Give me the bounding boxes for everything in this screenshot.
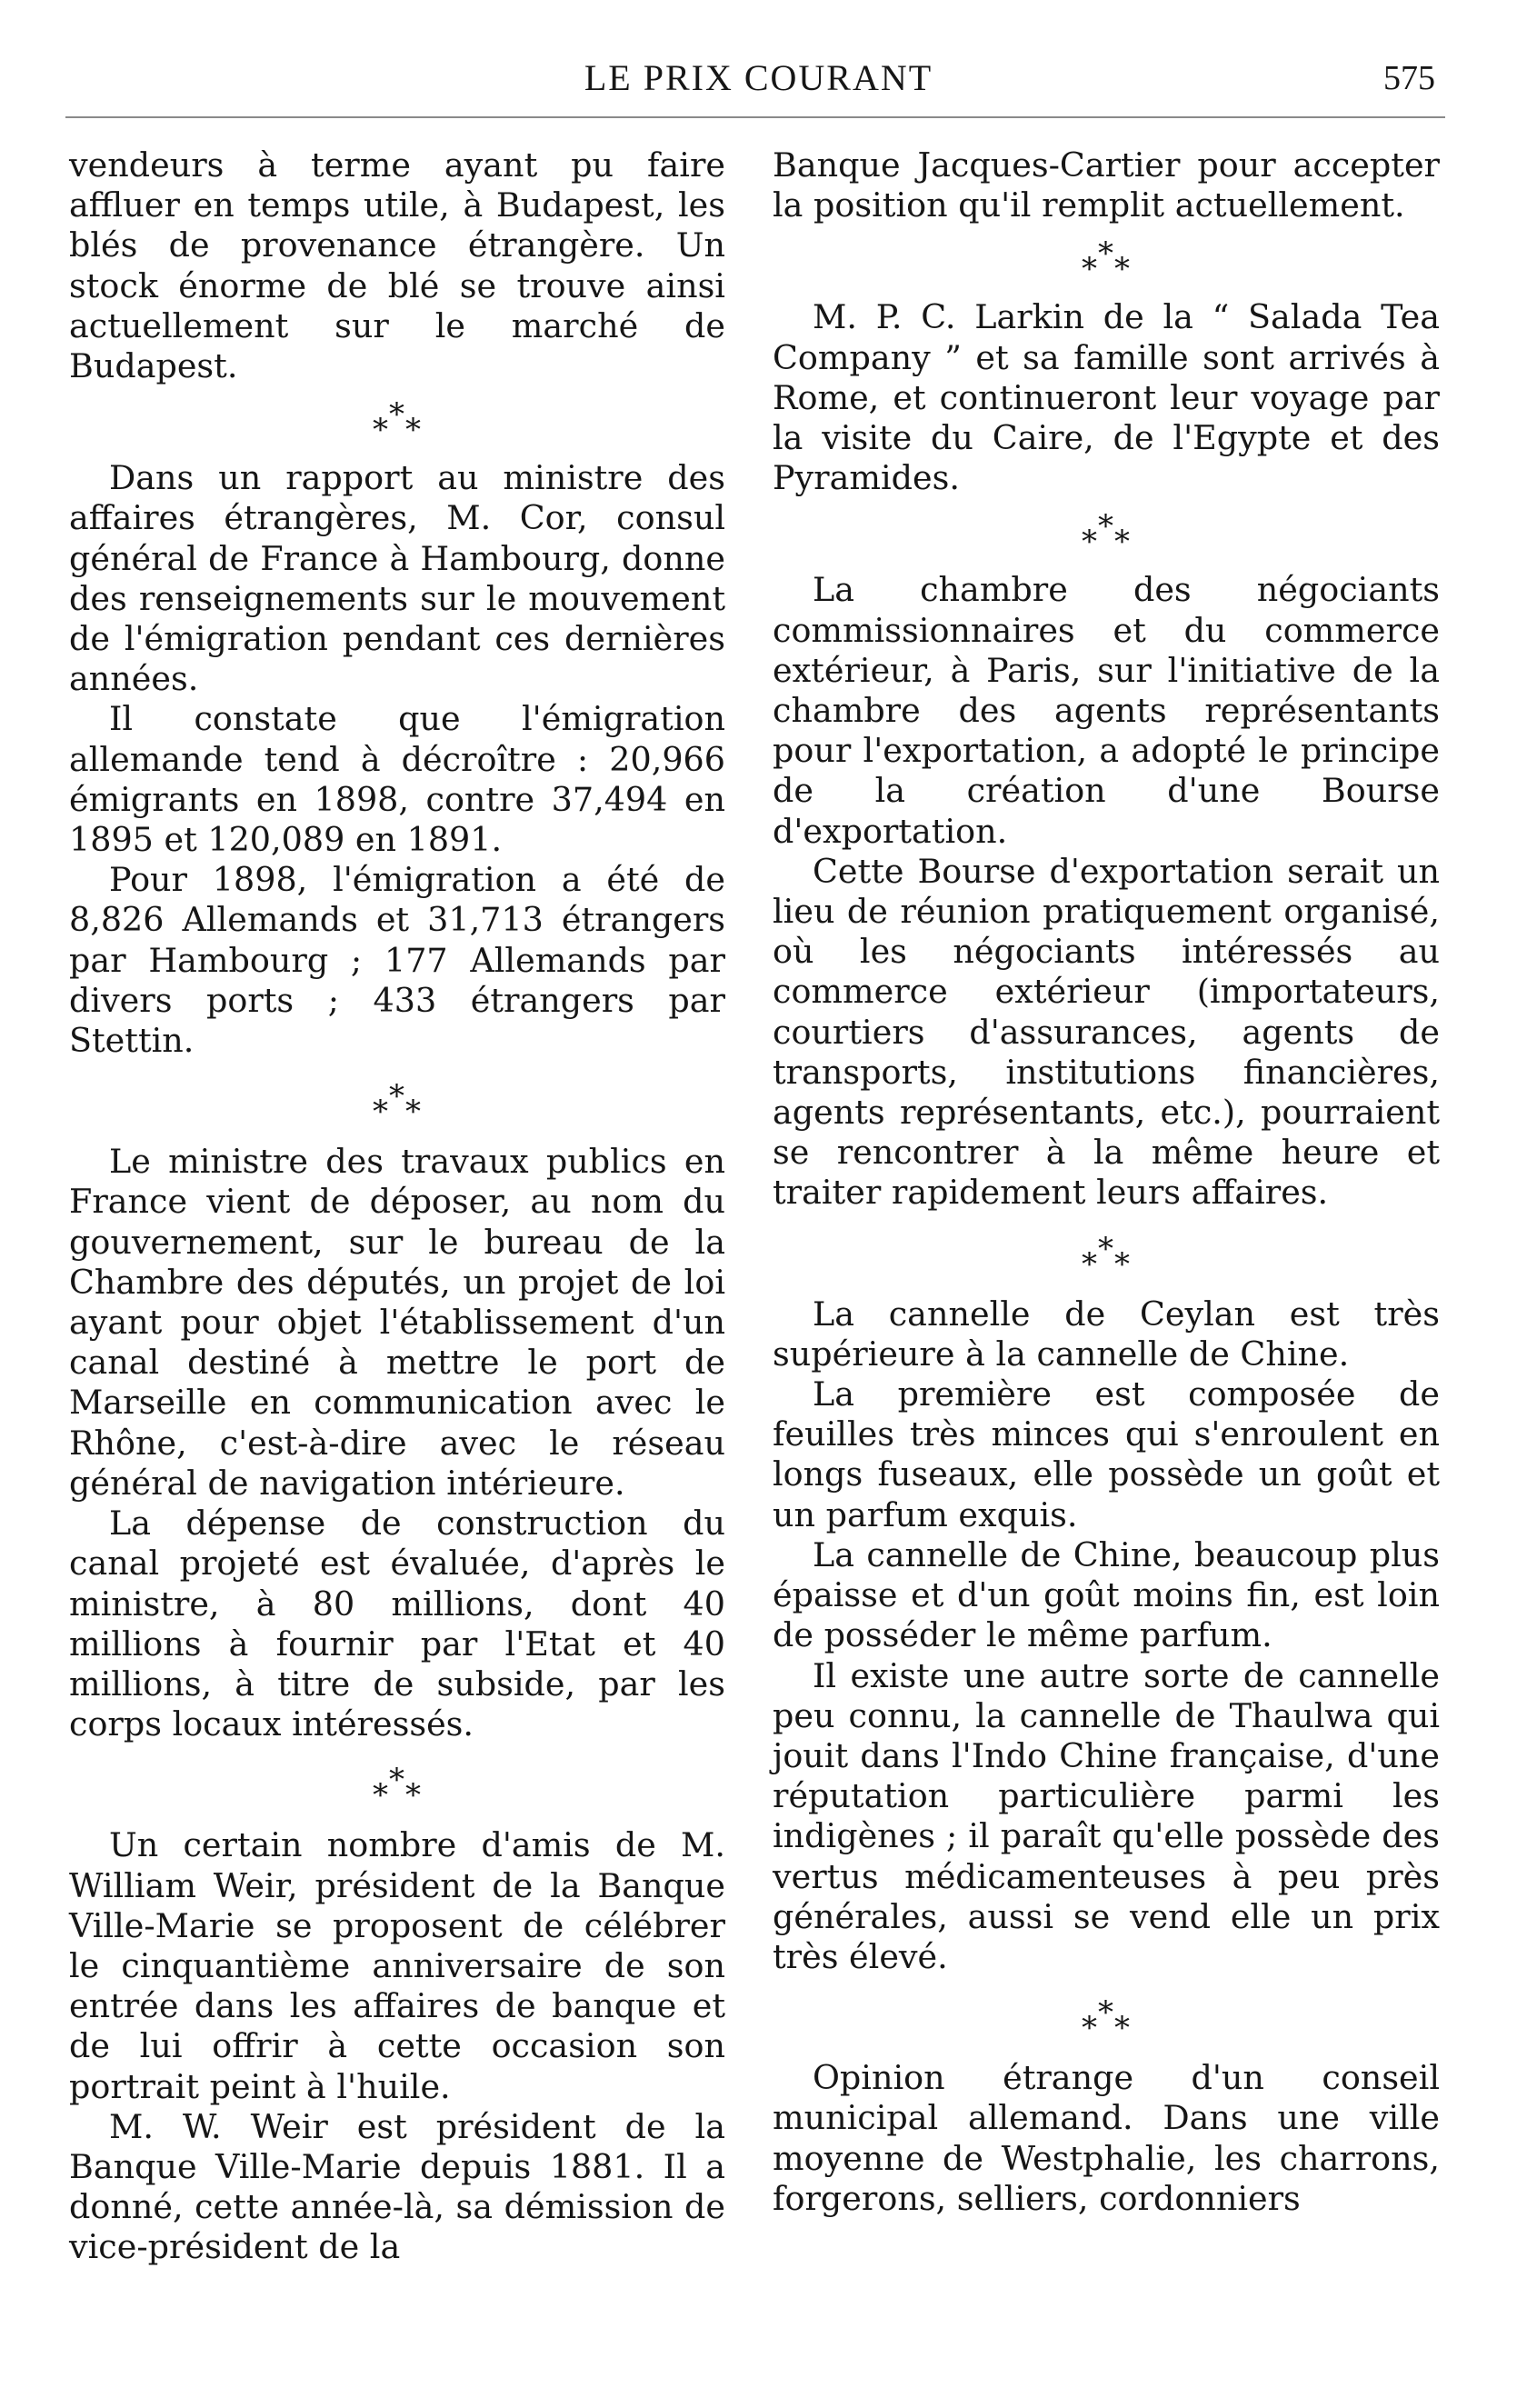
paragraph: Il existe une autre sorte de cannelle peu connu, la cannelle de Thaulwa qui jouit dans l'Indo Chine française, d'une réputation particulière parmi les indigènes ; il paraît qu'elle possède des vertus médicamenteuses à peu près générales, aussi se vend elle un prix très élevé. (773, 1655, 1440, 1976)
section-separator: *** (373, 396, 422, 449)
paragraph: La dépense de construction du canal projeté est évaluée, d'après le ministre, à 80 millions, dont 40 millions à fournir par l'Etat et 40 millions, à titre de subside, par les corps locaux intéressés. (69, 1504, 725, 1744)
section-separator: *** (373, 1078, 422, 1131)
paragraph: La chambre des négociants commissionnaires et du commerce extérieur, à Paris, sur l'initiative de la chambre des agents représentants pour l'exportation, a adopté le principe de la création d'une Bourse d'exportation. (773, 570, 1440, 851)
running-title: LE PRIX COURANT (584, 57, 933, 98)
paragraph: Un certain nombre d'amis de M. William Weir, président de la Banque Ville-Marie se proposent de célébrer le cinquantième anniversaire de son entrée dans les affaires de banque et de lui offrir à cette occasion son portrait peint à l'huile. (69, 1825, 725, 2106)
paragraph: La cannelle de Chine, beaucoup plus épaisse et d'un goût moins fin, est loin de posséder le même parfum. (773, 1534, 1440, 1655)
section-separator: *** (1082, 1230, 1131, 1283)
paragraph: Il constate que l'émigration allemande tend à décroître : 20,966 émigrants en 1898, contre 37,494 en 1895 et 120,089 en 1891. (69, 699, 725, 860)
section-separator: *** (1082, 1994, 1131, 2047)
section-separator: *** (1082, 235, 1131, 288)
paragraph: M. W. Weir est président de la Banque Ville-Marie depuis 1881. Il a donné, cette année-là, sa démission de vice-président de la (69, 2106, 725, 2267)
section-separator: *** (1082, 508, 1131, 561)
paragraph: M. P. C. Larkin de la “ Salada Tea Company ” et sa famille sont arrivés à Rome, et continueront leur voyage par la visite du Caire, de l'Egypte et des Pyramides. (773, 297, 1440, 498)
left-column (69, 145, 725, 2268)
section-separator: *** (373, 1762, 422, 1814)
right-column (773, 145, 1440, 2219)
paragraph: Opinion étrange d'un conseil municipal allemand. Dans une ville moyenne de Westphalie, les charrons, forgerons, selliers, cordonniers (773, 2058, 1440, 2218)
paragraph: vendeurs à terme ayant pu faire affluer en temps utile, à Budapest, les blés de provenance étrangère. Un stock énorme de blé se trouve ainsi actuellement sur le marché de Budapest. (69, 145, 725, 386)
paragraph: La première est composée de feuilles très minces qui s'enroulent en longs fuseaux, elle possède un goût et un parfum exquis. (773, 1374, 1440, 1534)
page-number: 575 (1383, 59, 1435, 97)
paragraph: Dans un rapport au ministre des affaires étrangères, M. Cor, consul général de France à Hambourg, donne des renseignements sur le mouvement de l'émigration pendant ces dernières années. (69, 458, 725, 699)
page-header (0, 56, 1517, 111)
paragraph: Le ministre des travaux publics en France vient de déposer, au nom du gouvernement, sur le bureau de la Chambre des députés, un projet de loi ayant pour objet l'établissement d'un canal destiné à mettre le port de Marseille en communication avec le Rhône, c'est-à-dire avec le réseau général de navigation intérieure. (69, 1142, 725, 1503)
paragraph: La cannelle de Ceylan est très supérieure à la cannelle de Chine. (773, 1294, 1440, 1374)
paragraph: Banque Jacques-Cartier pour accepter la position qu'il remplit actuellement. (773, 145, 1440, 225)
paragraph: Pour 1898, l'émigration a été de 8,826 Allemands et 31,713 étrangers par Hambourg ; 177 Allemands par divers ports ; 433 étrangers par Stettin. (69, 860, 725, 1061)
header-rule (65, 116, 1445, 118)
paragraph: Cette Bourse d'exportation serait un lieu de réunion pratiquement organisé, où les négociants intéressés au commerce extérieur (importateurs, courtiers d'assurances, agents de transports, institutions financières, agents représentants, etc.), pourraient se rencontrer à la même heure et traiter rapidement leurs affaires. (773, 851, 1440, 1213)
